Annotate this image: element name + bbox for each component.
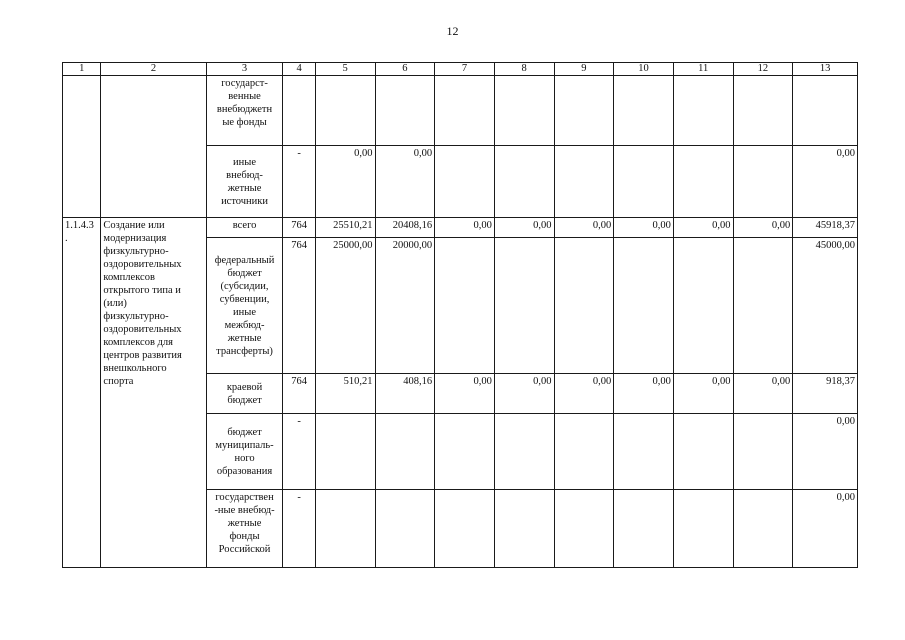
gr-code-cell: - [283,414,315,490]
value-cell [494,238,554,374]
value-cell: 45918,37 [793,218,858,238]
value-cell: 918,37 [793,374,858,414]
name-cell: Создание или модернизация физкультурно- оздоровительных комплексов открытого типа и (или) физкультурно- оздоровительных комплексов для центров развития внешкольного спорта [101,218,206,568]
source-cell: бюджет муниципаль- ного образования [206,414,283,490]
value-cell [673,414,733,490]
value-cell: 20000,00 [375,238,435,374]
code-cell: 1.1.4.3 . [63,218,101,568]
value-cell: 0,00 [614,374,674,414]
value-cell: 0,00 [554,218,614,238]
value-cell [793,76,858,146]
value-cell: 0,00 [315,146,375,218]
value-cell [733,146,793,218]
name-cell [101,76,206,218]
value-cell: 0,00 [793,146,858,218]
column-header: 1 [63,63,101,76]
value-cell [673,76,733,146]
value-cell: 0,00 [733,218,793,238]
column-header: 2 [101,63,206,76]
column-header: 6 [375,63,435,76]
value-cell [614,490,674,568]
value-cell: 0,00 [435,218,495,238]
value-cell [733,76,793,146]
value-cell [494,490,554,568]
gr-code-cell: 764 [283,218,315,238]
value-cell [554,146,614,218]
column-header: 10 [614,63,674,76]
value-cell [733,414,793,490]
value-cell [733,238,793,374]
value-cell: 0,00 [673,218,733,238]
value-cell [614,76,674,146]
value-cell [673,490,733,568]
value-cell [554,414,614,490]
column-header: 7 [435,63,495,76]
column-header: 9 [554,63,614,76]
value-cell: 0,00 [375,146,435,218]
page-number: 12 [446,24,459,38]
gr-code-cell: - [283,146,315,218]
value-cell [435,146,495,218]
value-cell [435,490,495,568]
value-cell [375,76,435,146]
column-header: 5 [315,63,375,76]
value-cell: 0,00 [554,374,614,414]
value-cell: 0,00 [494,374,554,414]
value-cell [315,76,375,146]
value-cell [494,414,554,490]
value-cell: 510,21 [315,374,375,414]
gr-code-cell: - [283,490,315,568]
value-cell: 0,00 [733,374,793,414]
value-cell: 0,00 [614,218,674,238]
value-cell [673,146,733,218]
column-header: 12 [733,63,793,76]
source-cell: государствен -ные внебюд- жетные фонды Российской [206,490,283,568]
source-cell: иные внебюд- жетные источники [206,146,283,218]
value-cell [614,238,674,374]
value-cell: 45000,00 [793,238,858,374]
value-cell [435,76,495,146]
code-cell [63,76,101,218]
column-header-row [63,63,858,76]
value-cell [315,414,375,490]
column-header: 11 [673,63,733,76]
value-cell: 0,00 [673,374,733,414]
value-cell [673,238,733,374]
value-cell [435,414,495,490]
value-cell [375,490,435,568]
value-cell [554,238,614,374]
value-cell: 0,00 [793,490,858,568]
value-cell [614,146,674,218]
value-cell [494,146,554,218]
value-cell [315,490,375,568]
value-cell [554,490,614,568]
source-cell: государст- венные внебюджетн ые фонды [206,76,283,146]
value-cell: 0,00 [435,374,495,414]
column-header: 3 [206,63,283,76]
source-cell: краевой бюджет [206,374,283,414]
value-cell [614,414,674,490]
value-cell [733,490,793,568]
value-cell: 408,16 [375,374,435,414]
gr-code-cell [283,76,315,146]
budget-table [62,62,858,568]
table-row [63,76,858,146]
source-cell: федеральный бюджет (субсидии, субвенции, иные межбюд- жетные трансферты) [206,238,283,374]
column-header: 4 [283,63,315,76]
gr-code-cell: 764 [283,238,315,374]
value-cell: 25510,21 [315,218,375,238]
value-cell [375,414,435,490]
gr-code-cell: 764 [283,374,315,414]
value-cell: 25000,00 [315,238,375,374]
source-cell: всего [206,218,283,238]
value-cell: 0,00 [494,218,554,238]
value-cell [494,76,554,146]
value-cell [554,76,614,146]
column-header: 13 [793,63,858,76]
column-header: 8 [494,63,554,76]
table-row [63,218,858,238]
value-cell: 0,00 [793,414,858,490]
value-cell [435,238,495,374]
value-cell: 20408,16 [375,218,435,238]
